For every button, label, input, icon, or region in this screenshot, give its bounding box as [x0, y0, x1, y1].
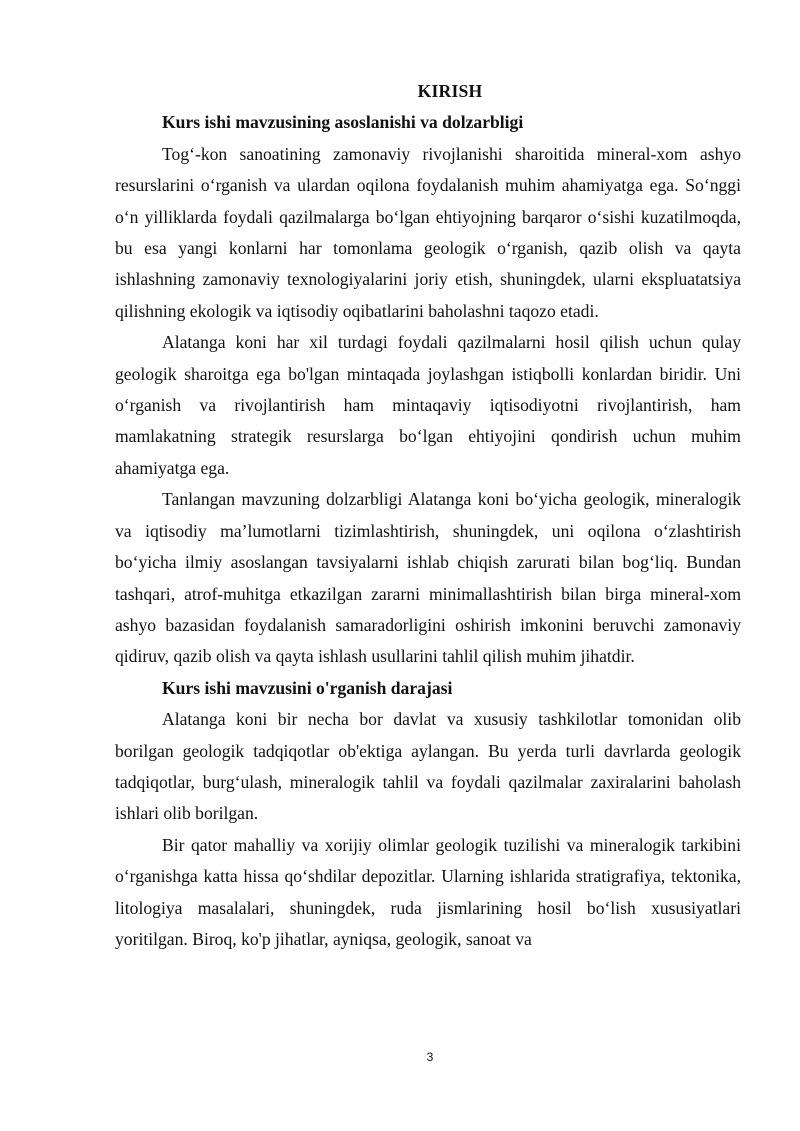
page-title: KIRISH	[417, 81, 483, 101]
paragraph: Bir qator mahalliy va xorijiy olimlar geologik tuzilishi va mineralogik tarkibini o‘rganishga katta hissa qo‘shdilar depozitlar. Ularning ishlarida stratigrafiya, tektonika, litologiya masalalari, shuningdek, ruda jismlarining hosil bo‘lish xususiyatlari yoritilgan. Biroq, ko'p jihatlar, ayniqsa, geologik, sanoat va	[115, 834, 741, 949]
page-number: 3	[426, 1050, 434, 1064]
page-body	[115, 76, 741, 955]
paragraph: Tanlangan mavzuning dolzarbligi Alatanga koni bo‘yicha geologik, mineralogik va iqtisodiy ma’lumotlarni tizimlashtirish, shuningdek, uni oqilona o‘zlashtirish bo‘yicha ilmiy asoslangan tavsiyalarni ishlab chiqish zarurati bilan bog‘liq. Bundan tashqari, atrof-muhitga etkazilgan zararni minimallashtirish bilan birga mineral-xom ashyo bazasidan foydalanish samaradorligini oshirish imkonini beruvchi zamonaviy qidiruv, qazib olish va qayta ishlash usullarini tahlil qilish muhim jihatdir.	[115, 489, 741, 667]
paragraph: Alatanga koni bir necha bor davlat va xususiy tashkilotlar tomonidan olib borilgan geologik tadqiqotlar ob'ektiga aylangan. Bu yerda turli davrlarda geologik tadqiqotlar, burg‘ulash, mineralogik tahlil va foydali qazilmalar zaxiralarini baholash ishlari olib borilgan.	[115, 709, 741, 824]
paragraph: Tog‘-kon sanoatining zamonaviy rivojlanishi sharoitida mineral-xom ashyo resurslarini o‘rganish va ulardan oqilona foydalanish muhim ahamiyatga ega. So‘nggi o‘n yilliklarda foydali qazilmalarga bo‘lgan ehtiyojning barqaror o‘sishi kuzatilmoqda, bu esa yangi konlarni har tomonlama geologik o‘rganish, qazib olish va qayta ishlashning zamonaviy texnologiyalarini joriy etish, shuningdek, ularni ekspluatatsiya qilishning ekologik va iqtisodiy oqibatlarini baholashni taqozo etadi.	[115, 143, 741, 321]
section-heading-relevance: Kurs ishi mavzusining asoslanishi va dolzarbligi	[162, 112, 524, 133]
section-heading-study-level: Kurs ishi mavzusini o'rganish darajasi	[162, 677, 453, 698]
paragraph: Alatanga koni har xil turdagi foydali qazilmalarni hosil qilish uchun qulay geologik sharoitga ega bo'lgan mintaqada joylashgan istiqbolli konlardan biridir. Uni o‘rganish va rivojlantirish ham mintaqaviy iqtisodiyotni rivojlantirish, ham mamlakatning strategik resurslarga bo‘lgan ehtiyojini qondirish uchun muhim ahamiyatga ega.	[115, 332, 741, 478]
